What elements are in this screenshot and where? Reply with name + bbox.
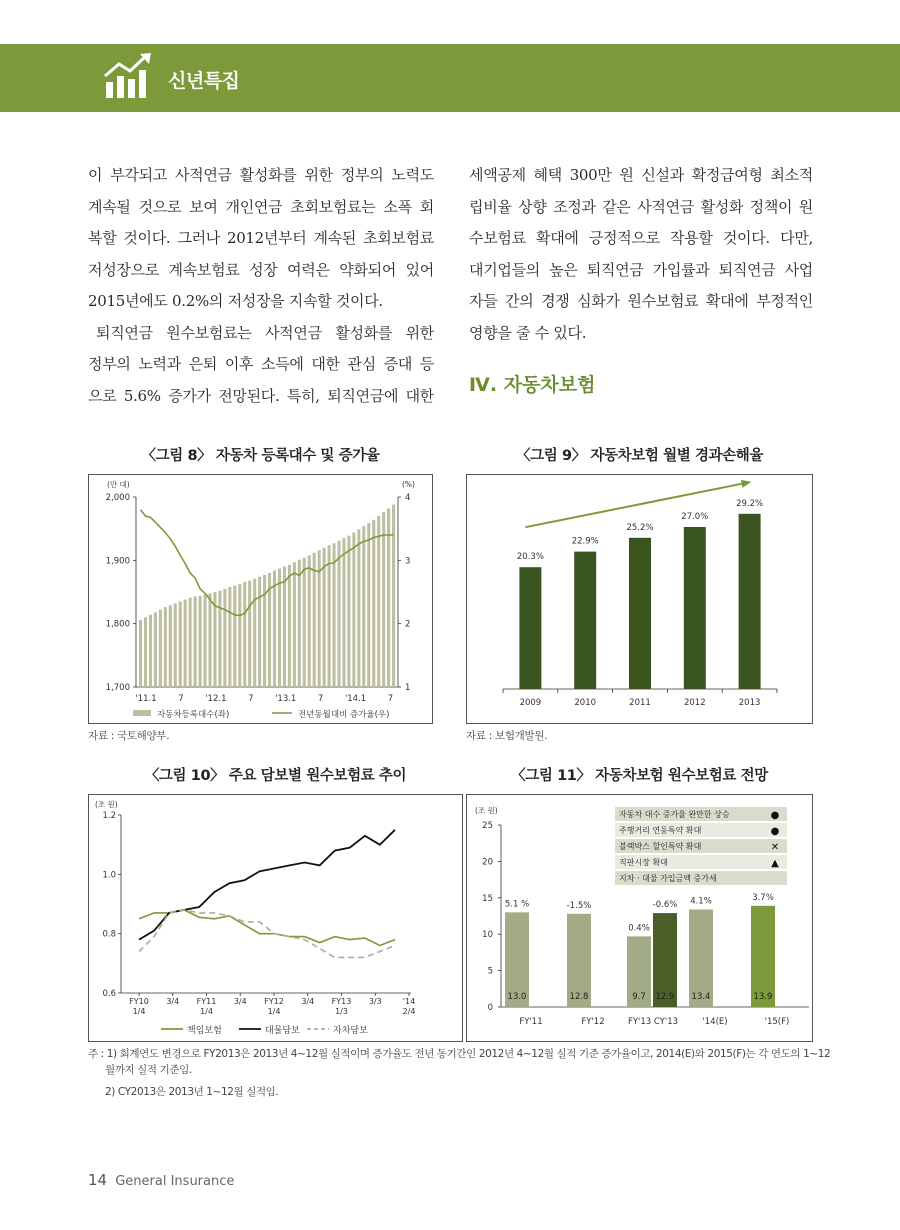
fig9-category-label: 2013: [738, 698, 761, 708]
fig11-y-tick-label: 25: [482, 821, 493, 831]
fig11-bar-value-label: 13.4: [691, 992, 711, 1002]
fig8-bar: [308, 555, 311, 687]
fig8-bar: [357, 529, 360, 687]
fig8-left-tick-label: 1,900: [105, 556, 130, 567]
fig11-category-label: '15(F): [764, 1017, 790, 1027]
fig8-bar: [377, 516, 380, 687]
fig11-chart-frame: [466, 794, 813, 1042]
fig8-bar: [208, 593, 211, 687]
fig10-x-tick-label: 3/4: [166, 997, 180, 1006]
fig11-bar-value-label: 12.8: [569, 992, 589, 1002]
fig8-bar: [164, 607, 167, 687]
fig10-unit: (조 원): [95, 800, 118, 809]
fig9-value-label: 27.0%: [681, 512, 709, 522]
fig8-bar: [149, 615, 152, 687]
fig10-chart-frame: [88, 794, 463, 1042]
left-column-text: [88, 160, 434, 412]
fig8-bar: [283, 567, 286, 687]
fig10-x-tick-label: 3/4: [301, 997, 315, 1006]
fig9-title: 〈그림 9〉 자동차보험 월별 경과손해율: [516, 448, 763, 464]
fig9-chart: [467, 475, 814, 725]
fig9-value-label: 29.2%: [736, 498, 764, 509]
fig11-growth-label: 0.4%: [628, 923, 650, 934]
fig10-x-tick-label: FY11: [196, 997, 217, 1006]
magazine-name: General Insurance: [115, 1174, 235, 1189]
fig11-y-tick-label: 10: [482, 930, 493, 941]
fig8-bar: [303, 558, 306, 687]
fig8-bar: [328, 545, 331, 687]
fig8-bar: [199, 596, 202, 687]
text-line: 세액공제 혜택 300만 원 신설과 확정급여형 최소적: [469, 166, 813, 184]
fig8-x-tick-label: '12.1: [205, 694, 227, 704]
fig10-y-tick-label: 0.6: [102, 989, 116, 999]
fig8-bar: [278, 569, 281, 687]
fig8-legend-label: 전년동월대비 증가율(우): [298, 710, 390, 720]
fig8-bar: [233, 586, 236, 687]
fig11-bar-value-label: 12.9: [655, 992, 675, 1002]
fig11-category-label: '14(E): [702, 1017, 728, 1027]
fig11-factor-label: 직판시장 확대: [619, 858, 668, 867]
fig8-bar: [372, 520, 375, 687]
fig8-bar: [154, 612, 157, 687]
fig9-category-label: 2012: [683, 698, 706, 708]
fig8-bar: [263, 575, 266, 687]
fig10-x-tick-label: 3/4: [233, 997, 247, 1006]
fig8-title: 〈그림 8〉 자동차 등록대수 및 증가율: [141, 448, 380, 464]
fig8-x-tick-label: 7: [248, 694, 254, 704]
note-1-line-1: 주 : 1) 회계연도 변경으로 FY2013은 2013년 4~12월 실적이며 증가율도 전년 동기간인 2012년 4~12월 실적 기준 증가율이고, 2014(E)와 2015(F)는 각 연도의 1~12: [88, 1048, 831, 1060]
fig11-growth-label: 4.1%: [690, 896, 712, 907]
fig8-chart-frame: [88, 474, 433, 724]
fig9-value-label: 22.9%: [571, 536, 599, 547]
fig8-x-tick-label: 7: [317, 694, 324, 704]
fig10-x-tick-label: FY13: [331, 997, 352, 1006]
fig8-bar: [194, 596, 197, 687]
fig8-bar: [333, 543, 336, 687]
fig8-chart: [89, 475, 434, 725]
fig10-x-tick-label: FY10: [129, 997, 149, 1006]
fig8-x-tick-label: '11.1: [135, 694, 157, 704]
fig8-bar: [139, 620, 142, 687]
fig8-bar: [169, 605, 172, 687]
fig10-x-tick-label: 1/4: [200, 1007, 213, 1016]
fig8-x-tick-label: 7: [178, 694, 184, 704]
fig11-growth-label: 3.7%: [752, 892, 774, 903]
page-footer: [88, 1171, 234, 1189]
fig8-bar: [337, 541, 340, 687]
note-2: 2) CY2013은 2013년 1~12월 실적임.: [105, 1086, 279, 1098]
fig8-legend-label: 자동차등록대수(좌): [157, 710, 230, 720]
fig10-legend-label: 자차담보: [333, 1026, 368, 1036]
fig11-y-tick-label: 5: [487, 966, 493, 977]
text-line: 으로 5.6% 증가가 전망된다. 특히, 퇴직연금에 대한: [88, 386, 434, 405]
fig8-bar: [288, 565, 291, 687]
section-heading: Ⅳ. 자동차보험: [469, 374, 596, 396]
fig8-bar: [238, 584, 241, 687]
fig8-source: 자료 : 국토해양부.: [88, 730, 170, 742]
fig9-value-label: 25.2%: [626, 522, 654, 533]
fig8-bar: [382, 512, 385, 687]
fig10-title: 〈그림 10〉 주요 담보별 원수보험료 추이: [144, 768, 407, 784]
fig11-growth-label: -1.5%: [566, 900, 592, 911]
fig8-bar: [218, 591, 221, 687]
fig11-title: 〈그림 11〉 자동차보험 원수보험료 전망: [511, 768, 768, 784]
fig8-bar: [347, 536, 350, 687]
section-banner-title: 신년특집: [168, 70, 240, 92]
fig10-x-tick-label: 2/4: [402, 1007, 416, 1016]
fig8-bar: [293, 562, 296, 687]
fig9-bar: [739, 514, 761, 689]
fig8-bar: [392, 505, 395, 687]
text-line: 저성장으로 계속보험료 성장 여력은 약화되어 있어: [88, 260, 434, 279]
fig8-bar: [248, 581, 251, 687]
fig9-category-label: 2011: [629, 698, 651, 708]
fig8-bar: [144, 617, 147, 687]
fig8-bar: [223, 589, 226, 687]
fig10-chart: [89, 795, 464, 1043]
fig11-factor-mark: ▲: [771, 858, 779, 869]
text-line: 이 부각되고 사적연금 활성화를 위한 정부의 노력도: [88, 166, 434, 184]
fig8-bar: [367, 523, 370, 687]
fig8-right-tick-label: 4: [405, 493, 411, 503]
fig8-bar: [352, 532, 355, 687]
fig10-x-tick-label: 1/4: [132, 1007, 146, 1016]
fig11-unit: (조 원): [475, 806, 498, 815]
fig8-bar: [184, 600, 187, 687]
text-line: 영향을 줄 수 있다.: [469, 323, 587, 342]
fig9-value-label: 20.3%: [516, 552, 544, 563]
fig8-bar: [258, 577, 261, 687]
fig10-x-tick-label: 1/4: [267, 1007, 281, 1016]
fig11-factor-mark: ●: [770, 810, 780, 821]
right-column-text: [469, 160, 813, 349]
text-line: 립비율 상향 조정과 같은 사적연금 활성화 정책이 원: [469, 197, 813, 216]
fig10-x-tick-label: '14: [402, 997, 416, 1006]
fig8-bar: [362, 526, 365, 687]
fig8-bar: [179, 602, 182, 688]
fig9-trend-arrowhead: [741, 480, 752, 488]
fig10-legend-label: 책임보험: [187, 1026, 222, 1036]
fig8-bar: [342, 538, 345, 687]
fig8-right-tick-label: 2: [405, 619, 411, 630]
fig8-bar: [298, 560, 301, 687]
fig11-category-label: FY'12: [581, 1017, 605, 1027]
fig10-y-tick-label: 0.8: [102, 929, 116, 940]
fig10-x-tick-label: 1/3: [335, 1007, 348, 1016]
text-line: 정부의 노력과 은퇴 이후 소득에 대한 관심 증대 등: [88, 355, 434, 373]
fig8-right-tick-label: 1: [405, 683, 411, 693]
fig8-bar: [273, 570, 276, 687]
fig11-factor-mark: ✕: [770, 842, 780, 853]
fig8-left-unit: (만 대): [107, 480, 130, 489]
fig10-x-tick-label: 3/3: [368, 997, 382, 1006]
page-number: 14: [88, 1171, 108, 1189]
text-line: 계속될 것으로 보여 개인연금 초회보험료는 소폭 회: [88, 197, 434, 216]
fig9-category-label: 2010: [574, 698, 597, 708]
fig11-growth-label: 5.1 %: [504, 899, 530, 910]
fig8-bar: [243, 582, 246, 687]
fig11-factor-label: 주행거리 연동특약 확대: [619, 826, 702, 835]
fig8-growth-line: [141, 510, 394, 616]
fig8-left-tick-label: 1,700: [105, 683, 130, 693]
fig9-bar: [629, 538, 651, 689]
fig9-chart-frame: [466, 474, 813, 724]
fig11-y-tick-label: 0: [487, 1003, 493, 1013]
fig10-series-line: [139, 830, 395, 940]
fig11-bar-value-label: 13.0: [507, 992, 527, 1002]
fig11-chart: [467, 795, 814, 1043]
fig10-x-tick-label: FY12: [264, 997, 284, 1006]
fig9-bar: [684, 527, 706, 689]
fig9-trend-arrow: [525, 484, 741, 527]
fig8-x-tick-label: 7: [387, 694, 394, 704]
fig11-bar-value-label: 13.9: [753, 992, 773, 1002]
fig8-legend-swatch-bar: [133, 710, 151, 716]
text-line: 복할 것이다. 그러나 2012년부터 계속된 초회보험료: [88, 229, 434, 247]
fig11-category-label: FY'11: [519, 1017, 543, 1027]
fig8-bar: [313, 553, 316, 687]
fig8-bar: [174, 603, 177, 687]
fig8-bar: [253, 579, 256, 687]
text-line: 수보험료 확대에 긍정적으로 작용할 것이다. 다만,: [469, 229, 813, 247]
fig8-right-tick-label: 3: [405, 556, 411, 567]
fig9-source: 자료 : 보험개발원.: [466, 730, 548, 742]
fig10-legend-label: 대물담보: [265, 1026, 300, 1036]
fig8-left-tick-label: 2,000: [105, 493, 130, 503]
note-1-line-2: 월까지 실적 기준임.: [105, 1064, 192, 1076]
fig8-x-tick-label: '14.1: [344, 694, 367, 704]
fig11-factor-label: 자동차 대수 증가율 완만한 상승: [619, 810, 730, 819]
fig11-y-tick-label: 15: [482, 893, 493, 904]
note-1: [88, 1046, 831, 1078]
fig8-right-unit: (%): [402, 480, 415, 489]
fig8-bar: [204, 595, 207, 687]
fig9-bar: [519, 567, 541, 689]
fig9-category-label: 2009: [519, 698, 542, 708]
fig8-left-tick-label: 1,800: [105, 619, 130, 630]
fig11-bar-value-label: 9.7: [632, 992, 646, 1002]
growth-chart-icon: [102, 52, 154, 102]
fig10-y-tick-label: 1.2: [102, 811, 116, 821]
fig8-bar: [228, 587, 231, 687]
text-line: 대기업들의 높은 퇴직연금 가입률과 퇴직연금 사업: [469, 260, 813, 279]
text-line: 퇴직연금 원수보험료는 사적연금 활성화를 위한: [96, 323, 434, 342]
fig8-bar: [189, 598, 192, 687]
fig11-y-tick-label: 20: [482, 857, 493, 868]
fig11-growth-label: -0.6%: [652, 900, 678, 911]
fig11-factor-label: 블랙박스 할인특약 확대: [619, 842, 702, 851]
fig10-y-tick-label: 1.0: [102, 870, 116, 881]
fig8-x-tick-label: '13.1: [275, 694, 297, 704]
text-line: 2015년에도 0.2%의 저성장을 지속할 것이다.: [88, 292, 383, 310]
fig11-category-label: FY'13 CY'13: [627, 1017, 679, 1027]
text-line: 자들 간의 경쟁 심화가 원수보험료 확대에 부정적인: [469, 292, 813, 310]
fig11-factor-mark: ●: [770, 826, 780, 837]
fig8-bar: [159, 610, 162, 687]
fig11-factor-label: 지차 · 대물 가입금액 증가세: [619, 874, 717, 883]
fig9-bar: [574, 552, 596, 689]
